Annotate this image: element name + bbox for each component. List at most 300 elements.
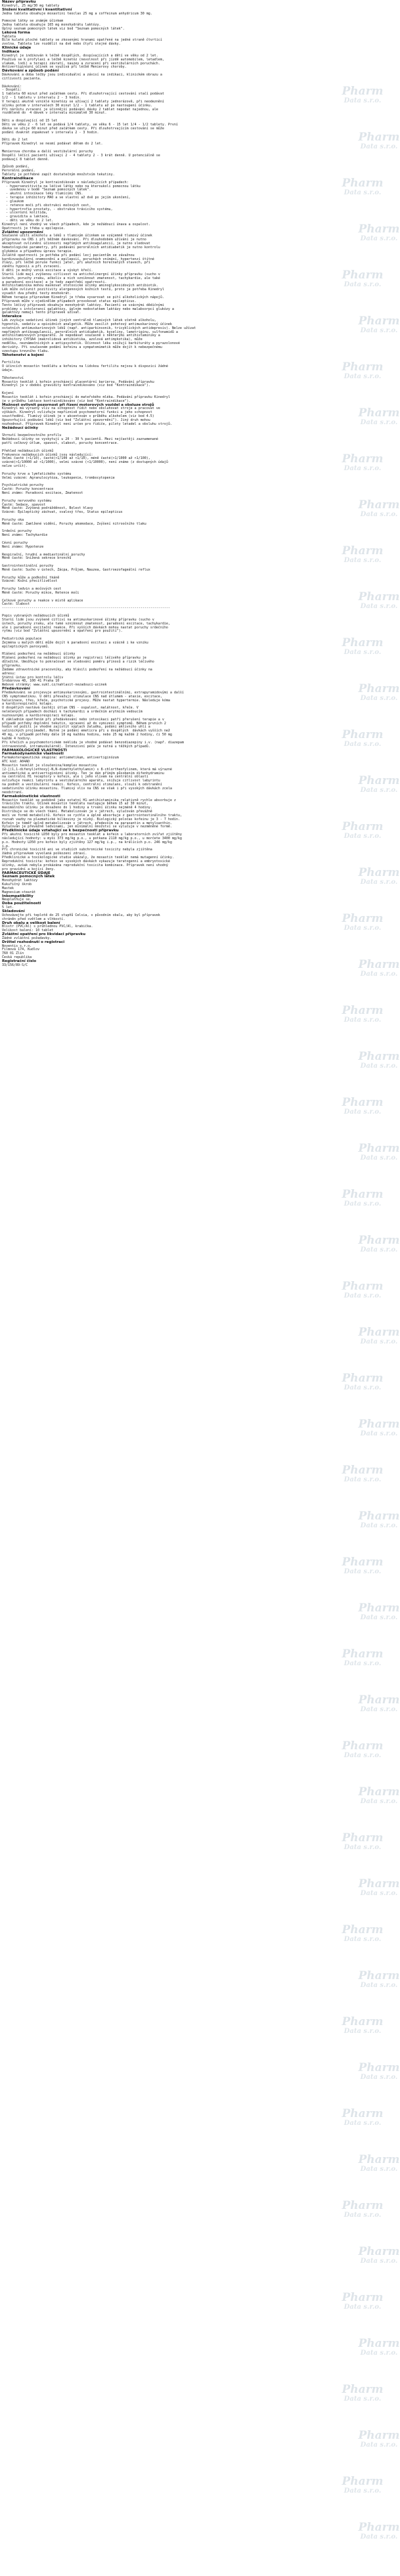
watermark-line1: Pharm bbox=[342, 1648, 384, 1661]
text-line: Hlášení podezření na nežádoucí účinky po registraci léčivého přípravku je bbox=[2, 656, 146, 661]
watermark-line2: Data s.r.o. bbox=[360, 511, 398, 518]
pharmdata-watermark bbox=[358, 1051, 400, 1074]
text-line: Vzácné: Kožní přecitlivělost bbox=[2, 579, 58, 584]
section-heading: FARMAKOLOGICKÉ VLASTNOSTI bbox=[2, 748, 67, 753]
text-line: U dětí je možný vznik excitace a výskyt křečí. bbox=[2, 269, 93, 273]
text-line: Méně časté: Zamlžené vidění, Poruchy akomodace, Zvýšení nitroočního tlaku bbox=[2, 521, 146, 526]
watermark-line1: Pharm bbox=[358, 406, 400, 420]
text-line: Webové stránky: www.sukl.cz/nahlasit-nezadouci-ucinek bbox=[2, 683, 107, 688]
pharmdata-watermark bbox=[358, 2246, 400, 2269]
section-heading: Klinické údaje bbox=[2, 46, 32, 51]
section-heading: Indikace bbox=[2, 49, 20, 54]
text-line: p.o. Hodnoty LD50 pro kofein byly zjištěny 127 mg/kg i.p., na králících p.o. 246 mg/kg bbox=[2, 840, 172, 844]
text-line: Antivertiginózní účinek se využívá při léčbě Menierovy choroby. bbox=[2, 65, 127, 70]
section-heading: Předávkování bbox=[2, 687, 30, 691]
text-line: přípravku na CNS i při běžném dávkování. Při dlouhodobém užívání je nutno bbox=[2, 238, 146, 242]
text-line: 1/2 - 1 tabletu v intervalu 2 - 3 hodin. bbox=[2, 96, 81, 100]
watermark-line1: Pharm bbox=[358, 131, 400, 144]
watermark-line1: Pharm bbox=[358, 1602, 400, 1615]
text-line: antihistaminových preparátů. Je nepodávat současně s některými antihistaminiky a bbox=[2, 334, 160, 338]
watermark-line2: Data s.r.o. bbox=[360, 2258, 398, 2265]
text-line: Perorální podání. bbox=[2, 169, 36, 173]
text-line: Upozorňující podávání léků (viz bod "Zvláštní upozornění"). Jiný druh mohou bbox=[2, 418, 150, 422]
text-line: - gravidita a laktace, bbox=[2, 215, 50, 219]
text-line: Vzácné: Epileptický záchvat, svalový třes, Status epilepticus bbox=[2, 510, 123, 515]
text-line: každé 4 hodiny. bbox=[2, 737, 32, 741]
section-heading: Dávkování a způsob podání bbox=[2, 69, 59, 74]
text-line: akceptovat ovlivnění účinnosti nepřímých antikoagulancií, je nutno sledovat bbox=[2, 242, 150, 246]
watermark-line2: Data s.r.o. bbox=[360, 1338, 398, 1345]
watermark-line2: Data s.r.o. bbox=[344, 2487, 382, 2495]
watermark-line2: Data s.r.o. bbox=[344, 373, 382, 380]
text-line: Kofein je téměř úplně metabolizován v játrech, především na paraxantin a metylxanthin. bbox=[2, 821, 172, 825]
watermark-line1: Pharm bbox=[342, 2383, 384, 2396]
text-line: účinku potom v intervalech 30 minut 1/2 - 1 tabletu až po nastoupení účinku. bbox=[2, 103, 152, 108]
pharmdata-watermark bbox=[358, 2430, 400, 2453]
watermark-line1: Pharm bbox=[342, 177, 384, 190]
watermark-line1: Pharm bbox=[358, 1234, 400, 1247]
text-line: žádná přípravkem vyvolaná poškození zdraví. bbox=[2, 852, 87, 856]
pharmdata-watermark bbox=[358, 1326, 400, 1350]
text-line: účinky, avšak nebyla prokázána reprodukční toxicita kombinace. Přípravek není vhodný bbox=[2, 863, 168, 867]
pharmdata-watermark bbox=[342, 1097, 384, 1120]
text-line: trávicího traktu. Účinek moxastin teoklátu nastupuje během 15 až 30 minut, bbox=[2, 802, 148, 806]
watermark-line1: Pharm bbox=[358, 315, 400, 328]
text-line: Časté: Slabost bbox=[2, 602, 30, 607]
text-line: Není známo: Hypotenze bbox=[2, 544, 44, 549]
text-line: Velikost balení: 10 tablet bbox=[2, 928, 54, 933]
watermark-line2: Data s.r.o. bbox=[344, 2303, 382, 2311]
text-line: důležité. Umožňuje to pokračovat ve sledování poměru přínosů a rizik léčivého bbox=[2, 660, 154, 665]
watermark-line2: Data s.r.o. bbox=[360, 2166, 398, 2173]
pharmdata-watermark bbox=[342, 2108, 384, 2131]
section-heading: Registrační číslo bbox=[2, 959, 37, 963]
pharmdata-watermark bbox=[342, 2476, 384, 2499]
text-line: uvedenou v bodě "Seznam pomocných látek". bbox=[2, 188, 91, 192]
pharmdata-watermark bbox=[358, 1786, 400, 1810]
text-line: Šrobárova 48, 100 41 Praha 10 bbox=[2, 679, 60, 684]
text-line: halucinace, třes, křeče, psychotické projevy. Může nastat hypertermie. Následuje kóma bbox=[2, 698, 170, 703]
watermark-line2: Data s.r.o. bbox=[344, 1292, 382, 1299]
text-line: Současné užití alkoholu a léků s tlumivým účinkem se vzájemně tlumivý účinek bbox=[2, 234, 152, 238]
watermark-line2: Data s.r.o. bbox=[360, 2349, 398, 2357]
text-line: K základním opatřením při předávkování nebo intoxikaci patří přerušení terapie a v bbox=[2, 717, 164, 722]
watermark-line1: Pharm bbox=[358, 2429, 400, 2442]
text-line: Kinedryl je indikován k léčbě dospělých, dospívajících a dětí ve věku od 2 let. bbox=[2, 53, 158, 58]
text-line: Časté: Sedace, spavost bbox=[2, 502, 46, 507]
text-line: Děti a dospívající od 15 let bbox=[2, 119, 58, 123]
pharmdata-watermark bbox=[358, 1694, 400, 1718]
section-heading: Držitel rozhodnutí o registraci bbox=[2, 940, 65, 944]
watermark-line2: Data s.r.o. bbox=[344, 1844, 382, 1851]
text-line: Není známo: Tachykardie bbox=[2, 533, 48, 538]
text-line: Časté: Poruchy koncentrace bbox=[2, 487, 54, 492]
pharmdata-watermark bbox=[342, 1189, 384, 1212]
text-line: salinických projimadel. Nutné je podání emeticra při u dospělých dávkách vyšších než bbox=[2, 729, 170, 733]
watermark-line1: Pharm bbox=[358, 2061, 400, 2074]
text-line: intravenózně, intramuskulárně). Intenzivní péče je nutná u těžkých případů. bbox=[2, 744, 150, 749]
text-line: a paradoxní excitace) a je tedy zapotřebí opatrnosti. bbox=[2, 280, 107, 284]
text-line: glykémie a případnou úpravu terapie. bbox=[2, 249, 74, 253]
text-line: Méně časté: Zvýšená podrážděnost, Bolest hlavy bbox=[2, 506, 93, 511]
text-line: 760 01 Zlín bbox=[2, 951, 24, 956]
text-line: Opatrnosti je třeba u epilepsie. bbox=[2, 226, 66, 230]
text-line: Tableta bbox=[2, 34, 16, 39]
section-heading: Těhotenství a kojení bbox=[2, 353, 44, 357]
watermark-line2: Data s.r.o. bbox=[360, 2533, 398, 2541]
text-line: Distribuje se do všech tkání. Metabolizován je v játrech, vylučován převážně bbox=[2, 810, 152, 814]
text-line: Filmová 174, Kudlov bbox=[2, 948, 40, 952]
text-line: (2-[(1,1-difenyl)ethoxy]-N,N-dimethylethylamin) s 8-chlortheofylinem, která má výrazné bbox=[2, 767, 172, 772]
watermark-line2: Data s.r.o. bbox=[344, 1752, 382, 1759]
text-line: Kukuřičný škrob bbox=[2, 883, 32, 887]
text-line: Starší lidé jsou zvýšeně citliví na antimuskarinové účinky přípravku (sucho v bbox=[2, 617, 154, 622]
watermark-line2: Data s.r.o. bbox=[360, 2441, 398, 2449]
text-line: podání dvakrát zopakovat v intervalu 2 - 3 hodin. bbox=[2, 130, 99, 135]
watermark-line2: Data s.r.o. bbox=[344, 833, 382, 840]
watermark-line1: Pharm bbox=[358, 1877, 400, 1890]
text-line: Lék může ovlivnit pozitivity alergenových kožních testů, proto je potřeba Kinedryl bbox=[2, 288, 164, 292]
text-line: O účincích moxastin teoklátu a kofeinu na lidskou fertilitu nejsou k dispozici žádné bbox=[2, 364, 168, 369]
watermark-line1: Pharm bbox=[358, 1510, 400, 1523]
text-line: Způsob podání, bbox=[2, 165, 30, 169]
text-line: nepřímých antikoagulancií, perorálních antidiabetik, kyseliny, lamotriginu, sulfonamidů a bbox=[2, 330, 178, 334]
text-line: ale i paradoxní excitační reakce. Při vyšších dávkách mohou nastat poruchy srdečního bbox=[2, 625, 168, 630]
watermark-line2: Data s.r.o. bbox=[360, 1798, 398, 1805]
text-line: Při chronické toxicitě ani ve studiích subchronické toxicity nebyla zjištěna bbox=[2, 848, 152, 852]
watermark-line1: Pharm bbox=[342, 2291, 384, 2304]
watermark-line2: Data s.r.o. bbox=[344, 2120, 382, 2127]
text-line: Menierova choroba a další vestibulární poruchy bbox=[2, 149, 93, 154]
text-line: nuznouvnými a kardiorespiraci kolaps. bbox=[2, 713, 76, 718]
watermark-line2: Data s.r.o. bbox=[360, 419, 398, 426]
section-heading: Možnost ovlivnit pozornost při řízení motorových vozidel a obsluze strojů bbox=[2, 403, 154, 407]
text-line: vzestupu krevního tlaku. bbox=[2, 349, 50, 353]
watermark-line2: Data s.r.o. bbox=[360, 695, 398, 702]
watermark-line1: Pharm bbox=[358, 1969, 400, 1982]
text-line: Přípravek Kinedryl je kontraindikován v následujících případech: bbox=[2, 180, 129, 185]
text-line: Při akutní toxicitě LD50 byly pro moxastin teoklát a kofein u laboratorních zvířat zjištěny bbox=[2, 833, 182, 837]
section-heading: Druh obalu a velikost balení bbox=[2, 921, 60, 925]
watermark-line2: Data s.r.o. bbox=[344, 1384, 382, 1391]
text-line: Kinedryl, 25 mg/30 mg tablety bbox=[2, 3, 60, 8]
text-line: na podnět a vestibulární reakci. Kofein, centrální stimulans, slouží k odstranění bbox=[2, 783, 162, 787]
text-line: Vylučován je převážně ledvinami, jen minimální množství se vylučuje v nezměněné formě. bbox=[2, 825, 172, 829]
section-heading: Léková forma bbox=[2, 30, 30, 35]
text-line: problémy s intolerancí galaktózy, úplným nedostatkem laktázy nebo malabsorpcí glukózy a bbox=[2, 307, 174, 311]
text-line: galaktózy nemají tento přípravek užívat. bbox=[2, 311, 81, 315]
text-line: Celkové poruchy a reakce v místě aplikace bbox=[2, 598, 83, 603]
text-line: Gastrointestinální poruchy bbox=[2, 564, 54, 569]
text-line: pro gravidní a kojící ženy. bbox=[2, 867, 56, 871]
text-line: Bílé kulaté ploché tablety se zkosenými hranami opatřené na jedné straně čtvrticí bbox=[2, 38, 162, 43]
text-line: Uchovávejte při teplotě do 25 stupňů Celsia, v původním obalu, aby byl přípravek bbox=[2, 913, 160, 917]
watermark-line2: Data s.r.o. bbox=[360, 327, 398, 334]
text-line: Nežádoucí účinky se vyskytují u 20 - 30 % pacientů. Mezi nejčastěji zaznamenané bbox=[2, 437, 158, 442]
pharmdata-watermark bbox=[342, 1280, 384, 1304]
section-heading: Kontraindikace bbox=[2, 176, 33, 181]
text-line: neodstraní. bbox=[2, 790, 24, 795]
text-line: 1 tableta 60 minut před začátkem cesty. Při dlouhotrvající cestování stačí podávat bbox=[2, 92, 164, 97]
section-heading: FARMACEUTICKÉ ÚDAJE bbox=[2, 871, 51, 875]
text-line: Během terapie přípravkem Kinedryl je třeba vyvarovat se pití alkoholických nápojů. bbox=[2, 295, 164, 299]
pharmdata-watermark bbox=[358, 1510, 400, 1534]
text-line: - terapie inhibitory MAO a ve vlastní až dvě po jejím ukončení, bbox=[2, 196, 131, 200]
text-line: - děti ve věku do 2 let. bbox=[2, 219, 54, 223]
section-heading: Složení kvalitativní i kvantitativní bbox=[2, 7, 72, 12]
text-line: - glaukom bbox=[2, 199, 24, 204]
text-line: případě potřeby doplnění tekutin, vpravení až do vymizení symptomů. Během prvních 2 bbox=[2, 721, 166, 726]
text-line: vlakem, lodí) a terapii závratí, nauzey a zvracení při vestibulárních poruchách. bbox=[2, 61, 160, 66]
pharmdata-watermark bbox=[342, 1556, 384, 1580]
text-line: údaje. bbox=[2, 368, 14, 372]
text-line: Dávkování a doba léčby jsou individuální a závisí na indikaci, klinickém obrazu a bbox=[2, 73, 162, 77]
text-line: citlivosti pacienta. bbox=[2, 76, 42, 81]
text-line: dávka se užije 60 minut před začátkem cesty. Při dlouhotrvajícím cestování se může bbox=[2, 126, 164, 131]
pharmdata-watermark bbox=[342, 2016, 384, 2040]
section-heading: Zvláštní upozornění bbox=[2, 230, 43, 234]
watermark-line2: Data s.r.o. bbox=[344, 2212, 382, 2219]
watermark-line1: Pharm bbox=[358, 2337, 400, 2350]
text-line: Kinedryl je v období gravidity kontraindikováno (viz bod "Kontraindikace"). bbox=[2, 383, 150, 388]
watermark-line1: Pharm bbox=[358, 1326, 400, 1339]
watermark-line1: Pharm bbox=[358, 958, 400, 971]
pharmdata-watermark bbox=[358, 2062, 400, 2085]
watermark-line2: Data s.r.o. bbox=[360, 1246, 398, 1254]
watermark-line2: Data s.r.o. bbox=[344, 925, 382, 932]
watermark-line2: Data s.r.o. bbox=[360, 1430, 398, 1437]
watermark-line2: Data s.r.o. bbox=[344, 281, 382, 288]
text-line: Poruchy nervového systému bbox=[2, 498, 52, 503]
watermark-line2: Data s.r.o. bbox=[344, 649, 382, 656]
text-line: chráněn před světlem a vlhkostí. bbox=[2, 917, 66, 921]
watermark-line2: Data s.r.o. bbox=[344, 2395, 382, 2403]
text-line: Kinedryl má výrazný vliv na schopnost řídit nebo obsluhovat stroje a pracovat ve bbox=[2, 406, 160, 411]
watermark-line1: Pharm bbox=[342, 1831, 384, 1845]
text-line: Cévní poruchy bbox=[2, 540, 28, 545]
watermark-line2: Data s.r.o. bbox=[344, 1476, 382, 1483]
text-line: Přípravek Kinedryl se nesmí podávat dětem do 2 let. bbox=[2, 142, 103, 146]
watermark-line1: Pharm bbox=[358, 498, 400, 512]
watermark-line2: Data s.r.o. bbox=[360, 603, 398, 610]
text-line: epileptických paroxysmů. bbox=[2, 644, 50, 649]
text-line: rozsah vazby na plazmatické bílkoviny je nízký. Biologický poločas kofeinu je 3 - 7 hodin. bbox=[2, 817, 180, 821]
pharmdata-watermark bbox=[342, 1648, 384, 1672]
watermark-line1: Pharm bbox=[342, 636, 384, 649]
watermark-line1: Pharm bbox=[342, 912, 384, 925]
watermark-line1: Pharm bbox=[342, 544, 384, 557]
watermark-line1: Pharm bbox=[358, 1142, 400, 1155]
watermark-line2: Data s.r.o. bbox=[344, 1200, 382, 1208]
text-line: Blistr (PVC/Al) s průhlednou PVC/Al, krabička. bbox=[2, 925, 93, 929]
watermark-line1: Pharm bbox=[342, 2107, 384, 2120]
text-line: Děti ve věku 2 - 6 let se podává 1/4 tablety, ve věku 6 - 15 let 1/4 - 1/2 tablety. První bbox=[2, 123, 178, 127]
text-line: V terapii akutně vzniklé kinetózy se užívají 2 tablety jednorázově, při neodeznění bbox=[2, 99, 164, 104]
watermark-line2: Data s.r.o. bbox=[344, 1936, 382, 1943]
watermark-line1: Pharm bbox=[342, 1464, 384, 1477]
watermark-line2: Data s.r.o. bbox=[360, 1154, 398, 1162]
text-line: Popis vybraných nežádoucích účinků bbox=[2, 614, 70, 618]
pharmdata-watermark bbox=[358, 2521, 400, 2545]
pharmdata-watermark bbox=[342, 1924, 384, 1948]
text-line: Magnesium-stearát bbox=[2, 890, 36, 894]
pharmdata-watermark bbox=[342, 1005, 384, 1028]
watermark-line2: Data s.r.o. bbox=[344, 1108, 382, 1116]
watermark-line2: Data s.r.o. bbox=[344, 465, 382, 472]
text-line: adresu: bbox=[2, 671, 16, 676]
text-line: i.p. bbox=[2, 844, 11, 848]
text-line: kardiovaskulární onemocnění a epilepsií, poruchách vnímání, hypertenzí štítné bbox=[2, 257, 154, 261]
text-line: neléčených případech dochází k tachykardii a srdečním arytmiím vedoucím bbox=[2, 710, 143, 714]
text-line: Předávkování se projevuje antimuskarinovými, gastrointestinálními, extrapyramidovými a další bbox=[2, 690, 184, 695]
text-line: Kinedryl není vhodný ve všech případech, kde je nežádoucí únava a ospalost. bbox=[2, 222, 150, 227]
pharmdata-watermark bbox=[358, 2338, 400, 2361]
section-heading: Farmakodynamické vlastnosti bbox=[2, 752, 64, 756]
text-line: Poruchy krve a lymfatického systému bbox=[2, 471, 72, 476]
text-line: Moxastin teoklát i kofein procházejí placentární barierou. Podávání přípravku bbox=[2, 380, 154, 384]
text-line: Velmi vzácné: Agranulocytóza, leukopenie, trombocytopenie bbox=[2, 475, 115, 480]
text-line: Při nárůstu zvracení je účinnější podávání dávky 2 tablet nepodat najednou, ale bbox=[2, 107, 158, 112]
text-line: - ulcerózní kolitida, bbox=[2, 211, 48, 215]
watermark-line1: Pharm bbox=[358, 590, 400, 603]
text-line: Poruchy oka bbox=[2, 517, 24, 522]
text-line: Reprodukční toxicita: kofein ve vysokých dávkách vykazuje teratogenní a embryotoxické bbox=[2, 860, 170, 863]
text-line: ATC kód: A04AD bbox=[2, 760, 30, 764]
watermark-line2: Data s.r.o. bbox=[360, 1522, 398, 1529]
text-line: následující hodnoty: u myši 373 mg/kg p.o., u potkana 2110 mg/kg p.o., u morčete 3400 mg/kg bbox=[2, 836, 182, 840]
text-line: ------------------------------------------------------------------------------------- bbox=[2, 606, 170, 611]
text-line: rozděleně do 4 dávek v intervalu minimálně 30 minut. bbox=[2, 111, 107, 116]
text-line: Shrnutí bezpečnostního profilu bbox=[2, 433, 62, 438]
text-line: Hlášení podezření na nežádoucí účinky bbox=[2, 652, 76, 657]
text-line: patří celkový útlum, spavost, slabost, poruchy koncentrace. bbox=[2, 441, 119, 446]
text-line: 40 mg, v případě potřeby dále 10 mg každou hodinu, nebo 25 mg každé 2 hodiny, či 50 mg bbox=[2, 733, 172, 737]
pharmdata-watermark bbox=[342, 2292, 384, 2315]
text-line: - retence moči při obstrukci močových cest, bbox=[2, 203, 91, 207]
text-line: Tento léčivý přípravek obsahuje monohydrát laktózy. Pacienti se vzácnými dědičnými bbox=[2, 303, 164, 307]
text-line: sedativního účinku moxastinu. Tlumivý vliv na CNS se však i při vysokých dávkách zcela bbox=[2, 786, 172, 791]
pharmdata-watermark bbox=[358, 1970, 400, 1994]
watermark-line1: Pharm bbox=[342, 85, 384, 98]
watermark-line1: Pharm bbox=[342, 1188, 384, 1201]
pharmdata-watermark bbox=[358, 1602, 400, 1626]
watermark-line2: Data s.r.o. bbox=[360, 235, 398, 242]
watermark-line1: Pharm bbox=[358, 2153, 400, 2166]
text-line: Tablety je potřebné zapít dostatečným množstvím tekutiny. bbox=[2, 172, 115, 177]
watermark-line2: Data s.r.o. bbox=[360, 1706, 398, 1713]
text-line: Jedna tableta obsahuje moxastini teoclas 25 mg a coffeinum anhydricum 30 mg. bbox=[2, 11, 152, 16]
watermark-line2: Data s.r.o. bbox=[344, 1660, 382, 1667]
text-line: vysadit dva přední testy mnohokrát. bbox=[2, 292, 72, 296]
text-line: Moxastin teoklát i kofein procházejí do mateřského mléka. Podávání přípravku Kinedryl bbox=[2, 395, 170, 399]
watermark-line2: Data s.r.o. bbox=[344, 2028, 382, 2035]
text-line: močí ve formě metabolitů. Kofein se rychle a úplně absorbuje z gastrointestinálního traktu, bbox=[2, 813, 182, 818]
text-line: vzácné(>1/10000 až <1/1000), velmi vzácné (<1/10000), není známo (z dostupných údajů bbox=[2, 460, 168, 465]
pharmdata-watermark bbox=[358, 1234, 400, 1258]
text-line: a kardiorespirační kolaps. bbox=[2, 702, 54, 707]
text-line: hypnotik, sedativ a opioidních analgetik. Může zesílit pohotový antimuskarinový účinek bbox=[2, 322, 172, 326]
text-line: ústech, poruchy zraku, ačkoliv a nich vzniknout zmatenost, tachykardie, ale také bbox=[2, 276, 160, 280]
text-line: maximálního účinku je dosaženo do 1 hodiny a trvání účinku nejméně 4 hodiny. bbox=[2, 806, 152, 810]
text-line: soustředění. Tlumivý účinek je v akcentován v průběhu alkoholem (viz bod 4.5) bbox=[2, 414, 154, 419]
text-line: Mastek bbox=[2, 886, 14, 890]
text-line: - hypertrofie prostaty, - obstrukce trávicího systému, bbox=[2, 207, 113, 211]
text-line: hematologické parametry, při podávání perorálních antidiabetik je nutno kontrolu bbox=[2, 246, 160, 250]
text-line: je v průběhu laktace kontraindikováno (viz bod "Kontraindikace"). bbox=[2, 399, 131, 403]
watermark-line2: Data s.r.o. bbox=[344, 1568, 382, 1575]
section-heading: Předklinické údaje vztahující se k bezpečnosti přípravku bbox=[2, 829, 119, 833]
pharmdata-watermark bbox=[342, 1372, 384, 1396]
text-line: deriváty. Při současném podání kofeinu a sympatomimetik může dojít k nebezpečnému bbox=[2, 345, 162, 349]
text-line: - akutní intoxikace léky tlumícími CNS. bbox=[2, 192, 83, 196]
text-line: Neuplatňuje se. bbox=[2, 898, 32, 902]
watermark-line1: Pharm bbox=[358, 1050, 400, 1063]
text-line: antiemetické a antivertiginózní účinky. Ten je dán přímým působením difenhydraminu bbox=[2, 771, 164, 775]
text-line: Lék zvyšuje sedativní účinek jiných centrálně tlumivých látek včetně alkoholu, bbox=[2, 318, 156, 323]
text-line: přípravku. bbox=[2, 663, 22, 668]
text-line: Monohydrát laktózy bbox=[2, 879, 38, 883]
text-line: zánětu hypoxii a při zvracení. bbox=[2, 265, 62, 269]
watermark-line1: Pharm bbox=[358, 2521, 400, 2534]
watermark-line2: Data s.r.o. bbox=[344, 741, 382, 748]
watermark-line1: Pharm bbox=[358, 1418, 400, 1431]
text-line: ústech, poruchy zraku, ale také vzniknout zmatenost, paradoxní excitace, tachykardie, bbox=[2, 621, 170, 626]
text-line: Česká republika bbox=[2, 955, 32, 960]
section-heading: Doba použitelnosti bbox=[2, 902, 41, 906]
text-line: Farmakoterapeutická skupina: antiemetikum, antivertiginózum bbox=[2, 756, 119, 760]
section-heading: Inkompatibility bbox=[2, 894, 33, 898]
text-line: inhibitory CYP3A4 (makrolidová antibiotika, azolová antimykotika), může bbox=[2, 338, 143, 342]
text-line: Srdeční poruchy bbox=[2, 529, 32, 534]
text-line: Noventis s.r.o. bbox=[2, 944, 32, 948]
section-heading: Název přípravku bbox=[2, 0, 36, 4]
section-heading: Zvláštní opatření pro likvidaci přípravku bbox=[2, 932, 86, 937]
text-line: Zvláště opatrnosti je potřeba při podání lecj pacientům se závažnou bbox=[2, 253, 135, 257]
text-line: Státní ústav pro kontrolu léčiv bbox=[2, 675, 64, 680]
text-line: Není známo: Paradoxní excitace, Zmatenost bbox=[2, 491, 83, 495]
text-line: na centrální H1 receptory v kofein, ale i jeho vlivem na centrální oblasti bbox=[2, 775, 148, 779]
pharmdata-watermark bbox=[342, 2200, 384, 2223]
watermark-line2: Data s.r.o. bbox=[344, 97, 382, 104]
text-line: Přípravek může v ojedinělém případech provokovat status epilepticus. bbox=[2, 299, 137, 303]
watermark-line1: Pharm bbox=[342, 2015, 384, 2028]
section-heading: Interakce bbox=[2, 315, 22, 319]
watermark-line1: Pharm bbox=[358, 2245, 400, 2258]
text-line: podávají 8 tablet denně. bbox=[2, 157, 50, 162]
watermark-line2: Data s.r.o. bbox=[360, 1614, 398, 1621]
text-line: Frekvence nežádoucích účinků jsou následující: bbox=[2, 452, 93, 457]
watermark-line2: Data s.r.o. bbox=[360, 971, 398, 978]
text-line: ovlivňuje reakci labyrintu a vestibulárního aparátu, snižuje citlivost labyrintu bbox=[2, 779, 160, 783]
text-line: Starší lidé mají zvýšenou citlivost na anticholinergní účinky přípravku (sucho v bbox=[2, 272, 160, 276]
text-line: - Dospělí: bbox=[2, 88, 22, 93]
watermark-line2: Data s.r.o. bbox=[360, 1982, 398, 1989]
watermark-line1: Pharm bbox=[342, 2199, 384, 2212]
watermark-line1: Pharm bbox=[358, 1693, 400, 1707]
pharmdata-watermark bbox=[342, 1740, 384, 1764]
text-line: Respirační, hrudní a mediastinální poruchy bbox=[2, 552, 85, 557]
pharmdata-watermark bbox=[358, 1143, 400, 1166]
watermark-line2: Data s.r.o. bbox=[360, 2074, 398, 2081]
text-line: Antihistaminika mohou maskovat ototoxické účinky aminoglykosidových antibiotik. bbox=[2, 284, 158, 288]
text-line: žlázy, při léčbě poruše funkcí jater, při akutních horečnatých stavech, při bbox=[2, 261, 150, 265]
watermark-line2: Data s.r.o. bbox=[344, 1016, 382, 1024]
pharmdata-watermark bbox=[342, 1464, 384, 1488]
text-line: Zejména u malých dětí může dojít k paradoxní excitaci a vzácně i ke vzniku bbox=[2, 640, 148, 645]
watermark-line1: Pharm bbox=[358, 1785, 400, 1799]
text-line: výškách. Kinedryl ovlivňuje nepříznivě psychomotorní funkci a jeho schopnost bbox=[2, 410, 152, 415]
text-line: zvolna. Tableta lze rozdělit na dvě nebo čtyři stejné dávky. bbox=[2, 42, 121, 47]
